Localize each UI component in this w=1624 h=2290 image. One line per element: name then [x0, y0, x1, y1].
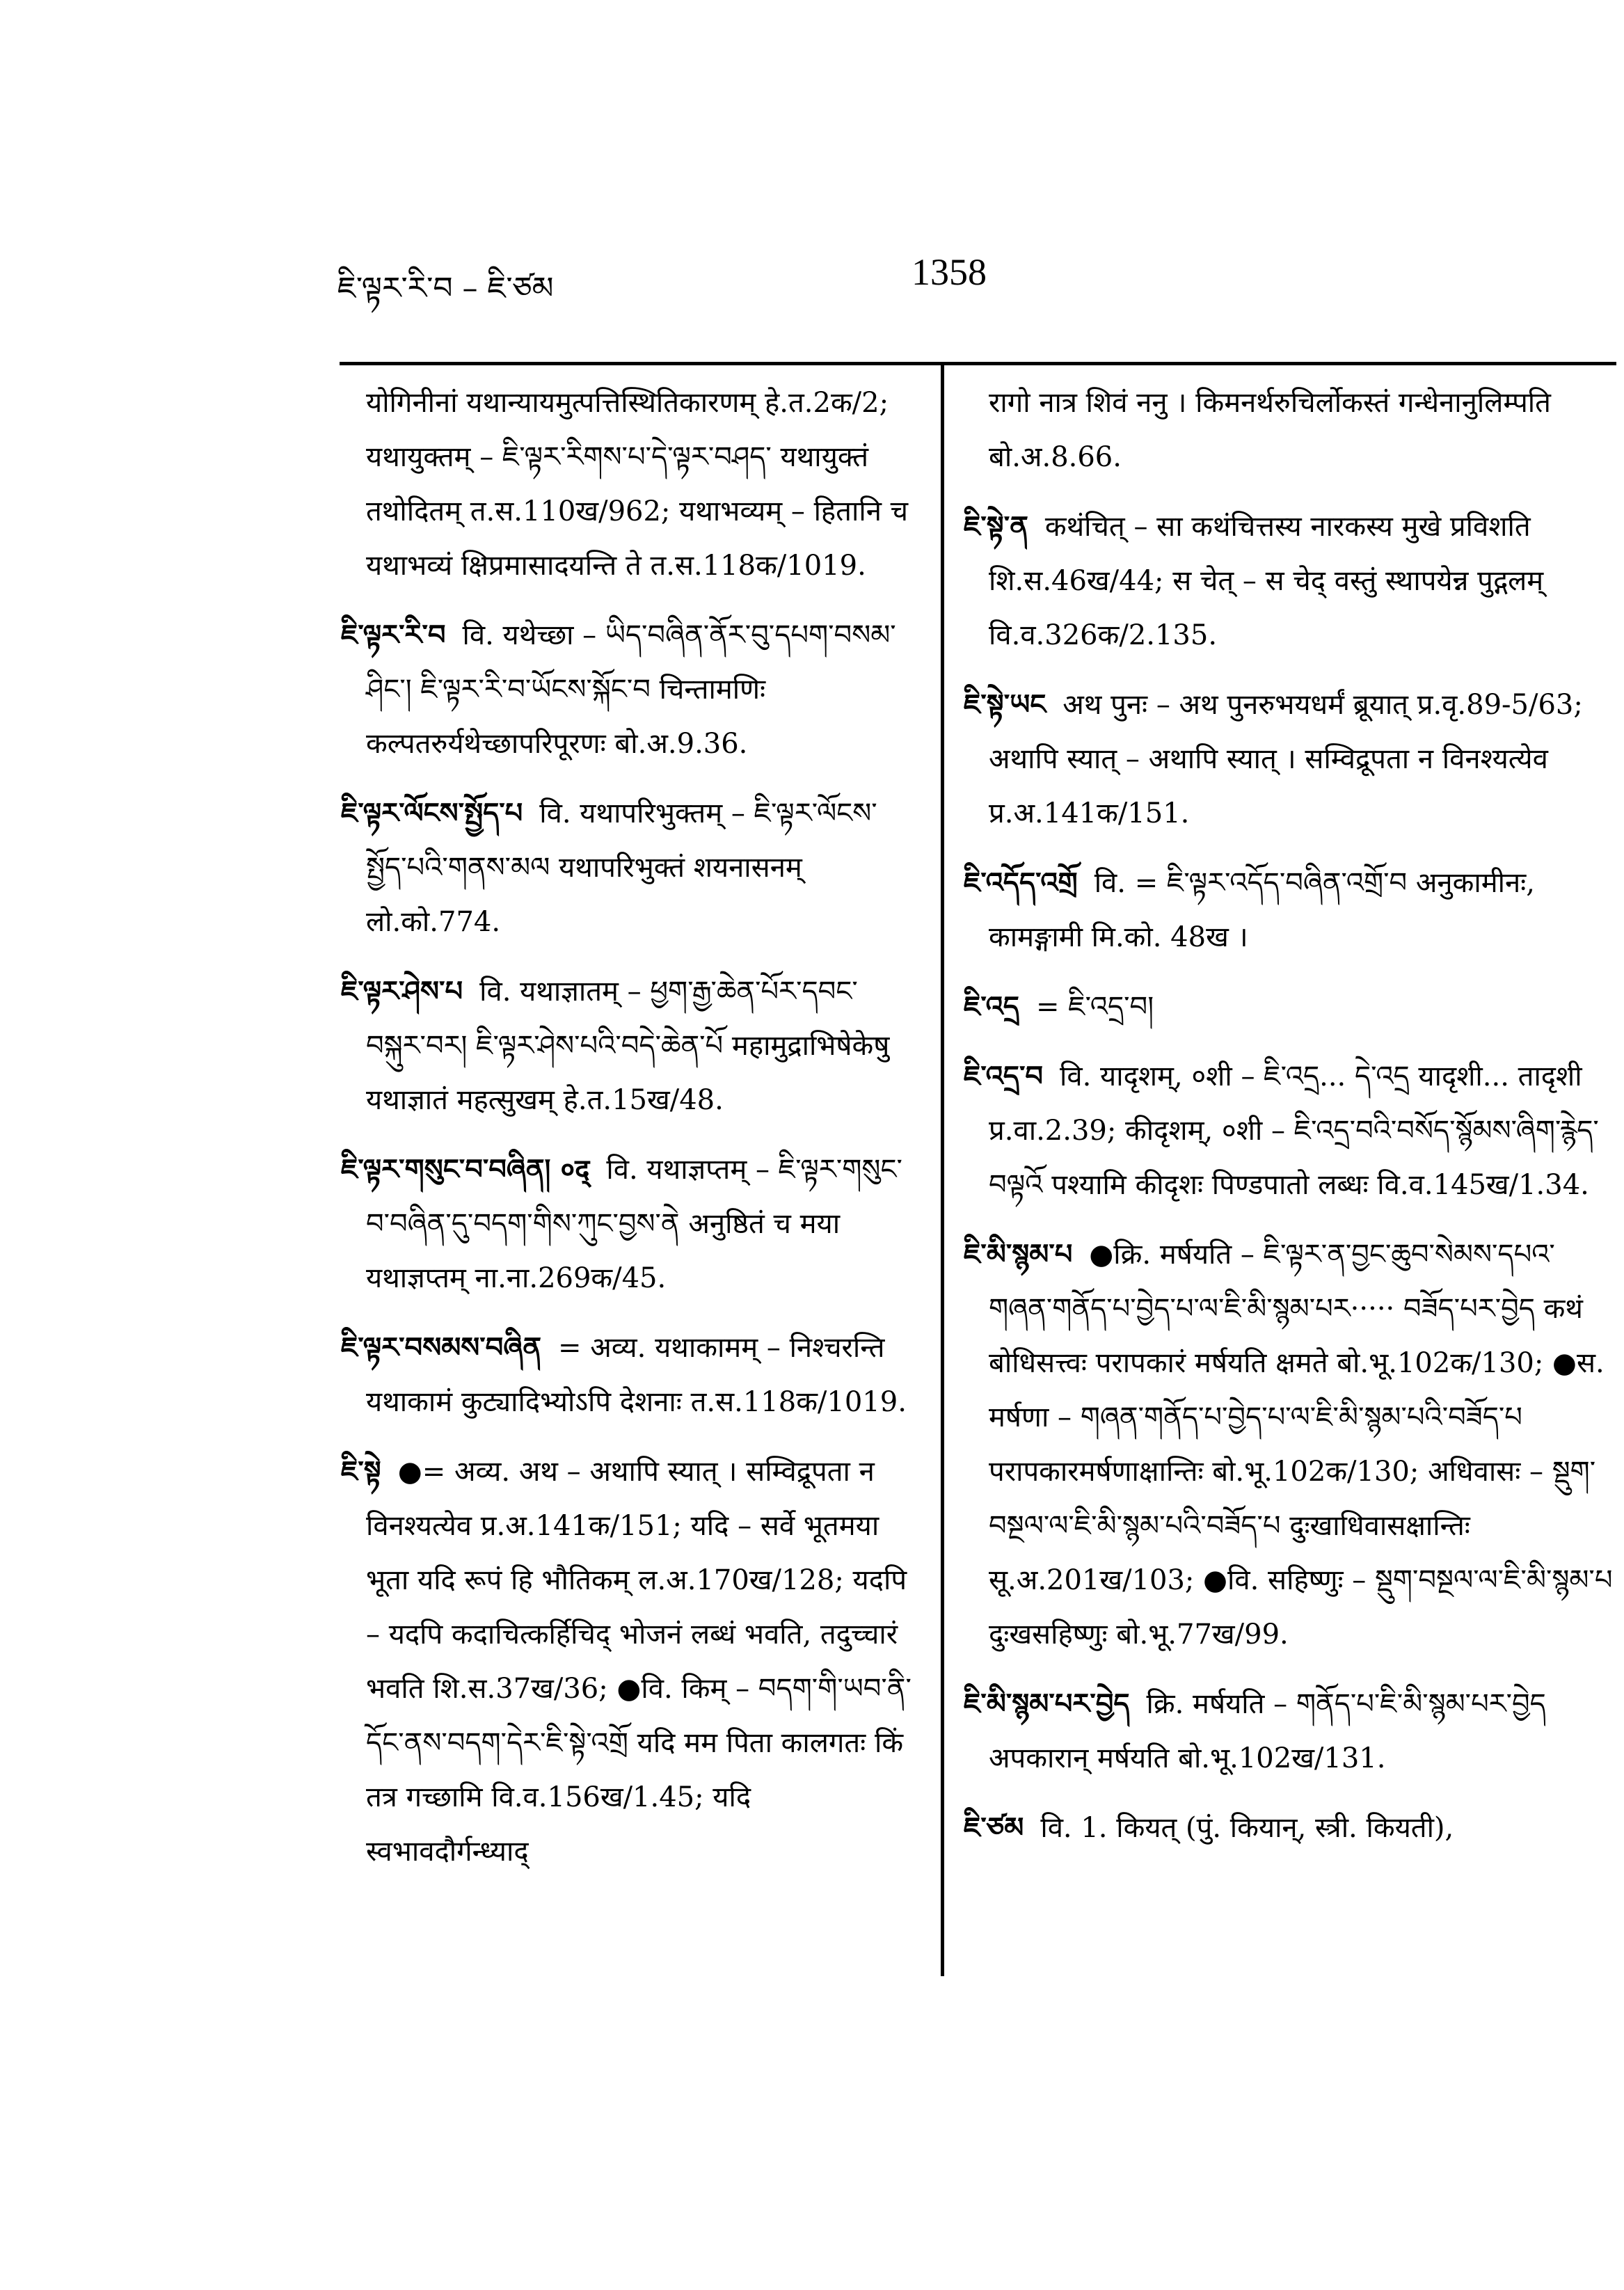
entry-body: वि. 1. कियत् (पुं. कियान्, स्त्री. कियती), — [1040, 1812, 1454, 1844]
column-divider — [941, 362, 944, 1976]
entry-body: वि. यथाज्ञातम् – ཕྱག་རྒྱ་ཆེན་པོར་དབང་བསྐུར་བར། ཇི་ལྟར་ཤེས་པའི་བདེ་ཆེན་པོ महामुद्राभिषेकेषु यथाज्ञातं महत्सुखम् हे.त.15ख/48. — [366, 976, 890, 1116]
entry-headword: ཇི་སྟེ་ན — [964, 510, 1028, 543]
dictionary-entry — [341, 964, 911, 1127]
entry-headword: ཇི་འདྲ — [964, 990, 1019, 1023]
header-rule — [340, 362, 1616, 365]
dictionary-entry — [341, 1445, 911, 1879]
entry-body: वि. यथाज्ञप्तम् – ཇི་ལྟར་གསུང་བ་བཞིན་དུ་བདག་གིས་ཀུང་བྱས་ནེ अनुष्ठितं च मया यथाज्ञप्तम् ना.ना.269क/45. — [366, 1154, 902, 1294]
right-column — [964, 376, 1614, 1870]
dictionary-entry — [964, 1801, 1614, 1855]
entry-body: कथंचित् – सा कथंचित्तस्य नारकस्य मुखे प्रविशति शि.स.46ख/44; स चेत् – स चेद् वस्तुं स्थापयेन्न पुद्गलम् वि.व.326क/2.135. — [989, 511, 1544, 651]
entry-body: वि. = ཇི་ལྟར་འདོད་བཞིན་འགྲོ་བ अनुकामीनः, कामङ्गामी मि.को. 48ख । — [989, 867, 1535, 953]
left-column — [341, 376, 911, 1894]
entry-body: अथ पुनः – अथ पुनरुभयधर्मं ब्रूयात् प्र.वृ.89-5/63; अथापि स्यात् – अथापि स्यात् । सम्विद्रूपता न विनश्यत्येव प्र.अ.141क/151. — [989, 689, 1583, 829]
entry-body: रागो नात्र शिवं ननु । किमनर्थरुचिर्लोकस्तं गन्धेनानुलिम्पति बो.अ.8.66. — [989, 387, 1551, 473]
entry-body: ●क्रि. मर्षयति – ཇི་ལྟར་ན་བྱང་ཆུབ་སེམས་དཔའ་གཞན་གནོད་པ་བྱེད་པ་ལ་ཇི་མི་སྙམ་པར····· བཟོད་པར་བྱེད कथं बोधिसत्त्वः परापकारं मर्षयति क्षमते बो.भू.102क/130; ●स. मर्षणा – གཞན་གནོད་པ་བྱེད་པ་ལ་ཇི་མི་སྙམ་པའི་བཟོད་པ परापकारमर्षणाक्षान्तिः बो.भू.102क/130; अधिवासः – སྡུག་བསྔལ་ལ་ཇི་མི་སྙམ་པའི་བཟོད་པ दुःखाधिवासक्षान्तिः सू.अ.201ख/103; ●वि. सहिष्णुः – སྡུག་བསྔལ་ལ་ཇི་མི་སྙམ་པ दुःखसहिष्णुः बो.भू.77ख/99. — [989, 1239, 1613, 1651]
dictionary-entry — [964, 980, 1614, 1034]
entry-headword: ཇི་མི་སྙམ་པ — [964, 1238, 1073, 1271]
dictionary-entry — [964, 1227, 1614, 1662]
dictionary-entry — [964, 856, 1614, 964]
entry-headword: ཇི་ལྟར་བསམས་བཞིན — [341, 1331, 541, 1364]
entry-body: = अव्य. यथाकामम् – निश्चरन्ति यथाकामं कुट्यादिभ्योऽपि देशनाः त.स.118क/1019. — [366, 1332, 907, 1418]
entry-body: वि. यादृशम्, ०शी – ཇི་འདྲ... དེ་འདྲ यादृशी... तादृशी प्र.वा.2.39; कीदृशम्, ०शी – ཇི་འདྲ་བའི་བསོད་སྙོམས་ཞིག་རྙེད་བལྟའོ पश्यामि कीदृशः पिण्डपातो लब्धः वि.व.145ख/1.34. — [989, 1060, 1599, 1201]
entry-body: वि. यथापरिभुक्तम् – ཇི་ལྟར་ལོངས་སྤྱོད་པའི་གནས་མལ यथापरिभुक्तं शयनासनम् लो.को.774. — [366, 797, 877, 938]
running-head: ཇི་ལྟར་རི་བ – ཇི་ཙམ — [337, 271, 554, 306]
dictionary-entry — [341, 376, 911, 593]
entry-headword: ཇི་ལྟར་ལོངས་སྤྱོད་པ — [341, 797, 523, 829]
dictionary-entry — [964, 1677, 1614, 1786]
dictionary-entry — [964, 1049, 1614, 1212]
entry-headword: ཇི་མི་སྙམ་པར་བྱེད — [964, 1687, 1130, 1720]
entry-headword: ཇི་འདྲ་བ — [964, 1060, 1043, 1092]
dictionary-entry — [341, 608, 911, 771]
dictionary-entry — [341, 1143, 911, 1305]
dictionary-entry — [341, 786, 911, 949]
dictionary-entry — [964, 500, 1614, 662]
entry-headword: ཇི་འདོད་འགྲོ — [964, 866, 1078, 899]
dictionary-entry — [964, 376, 1614, 484]
page-number: 1358 — [911, 251, 987, 293]
entry-headword: ཇི་ལྟར་གསུང་བ་བཞིན། ०द् — [341, 1153, 590, 1186]
entry-body: क्रि. मर्षयति – གནོད་པ་ཇི་མི་སྙམ་པར་བྱེད अपकारान् मर्षयति बो.भू.102ख/131. — [989, 1688, 1546, 1774]
entry-body: योगिनीनां यथान्यायमुत्पत्तिस्थितिकारणम् हे.त.2क/2; यथायुक्तम् – ཇི་ལྟར་རིགས་པ་དེ་ལྟར་བཤད་ यथायुक्तं तथोदितम् त.स.110ख/962; यथाभव्यम् – हितानि च यथाभव्यं क्षिप्रमासादयन्ति ते त.स.118क/1019. — [366, 387, 909, 582]
entry-headword: ཇི་སྟེ — [341, 1455, 381, 1488]
entry-body: ●= अव्य. अथ – अथापि स्यात् । सम्विद्रूपता न विनश्यत्येव प्र.अ.141क/151; यदि – सर्वे भूतमया भूता यदि रूपं हि भौतिकम् ल.अ.170ख/128; यदपि – यदपि कदाचित्कर्हिचिद् भोजनं लब्धं भवति, तदुच्चारं भवति शि.स.37ख/36; ●वि. किम् – བདག་གི་ཡབ་ནི་དོང་ནས་བདག་དེར་ཇི་སྟེ་འགྲོ यदि मम पिता कालगतः किं तत्र गच्छामि वि.व.156ख/1.45; यदि स्वभावदौर्गन्ध्याद् — [366, 1456, 911, 1868]
entry-headword: ཇི་ཙམ — [964, 1811, 1024, 1844]
dictionary-entry — [341, 1321, 911, 1429]
entry-body: वि. यथेच्छा – ཡིད་བཞིན་ནོར་བུ་དཔག་བསམ་ཤིང་། ཇི་ལྟར་རི་བ་ཡོངས་སྐོང་བ चिन्तामणिः कल्पतरुर्यथेच्छापरिपूरणः बो.अ.9.36. — [366, 619, 896, 760]
entry-headword: ཇི་ལྟར་ཤེས་པ — [341, 975, 463, 1008]
entry-headword: ཇི་སྟེ་ཡང — [964, 688, 1046, 721]
entry-body: = ཇི་འདྲ་བ། — [1035, 991, 1154, 1023]
entry-headword: ཇི་ལྟར་རི་བ — [341, 619, 446, 651]
dictionary-entry — [964, 678, 1614, 841]
